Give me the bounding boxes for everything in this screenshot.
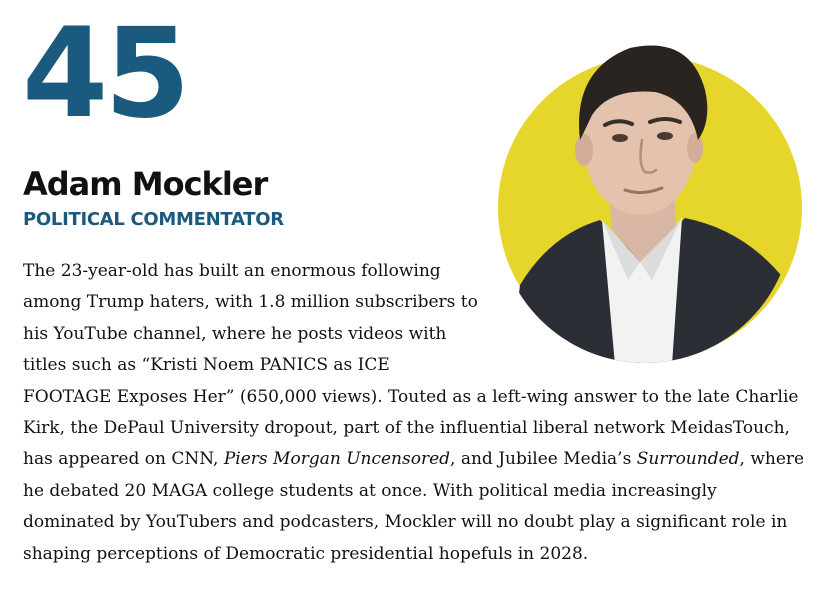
bio-text-2: , and Jubilee Media’s: [450, 449, 637, 470]
person-role: POLITICAL COMMENTATOR: [23, 209, 284, 230]
bio-paragraph: [23, 256, 813, 570]
person-name: Adam Mockler: [23, 165, 268, 203]
rank-number: 45: [22, 2, 187, 146]
bio-text-3: , where he debated 20 MAGA college students at once. With political media increasingly dominated by YouTubers and podcasters, Mockler will no doubt play a significant role in shaping perceptions of Democratic presidential hopefuls in 2028.: [23, 449, 805, 564]
bio-show-title-2: Surrounded: [636, 449, 740, 470]
bio-text-1: The 23-year-old has built an enormous following among Trump haters, with 1.8 million subscribers to his YouTube channel, where he posts videos with titles such as “Kristi Noem PANICS as ICE FOOTAGE Exposes Her” (650,000 views). Touted as a left-wing answer to the late Charlie Kirk, the DePaul University dropout, part of the influential liberal network MeidasTouch, has appeared on CNN,: [23, 261, 799, 470]
bio-show-title-1: Piers Morgan Uncensored: [223, 449, 451, 470]
